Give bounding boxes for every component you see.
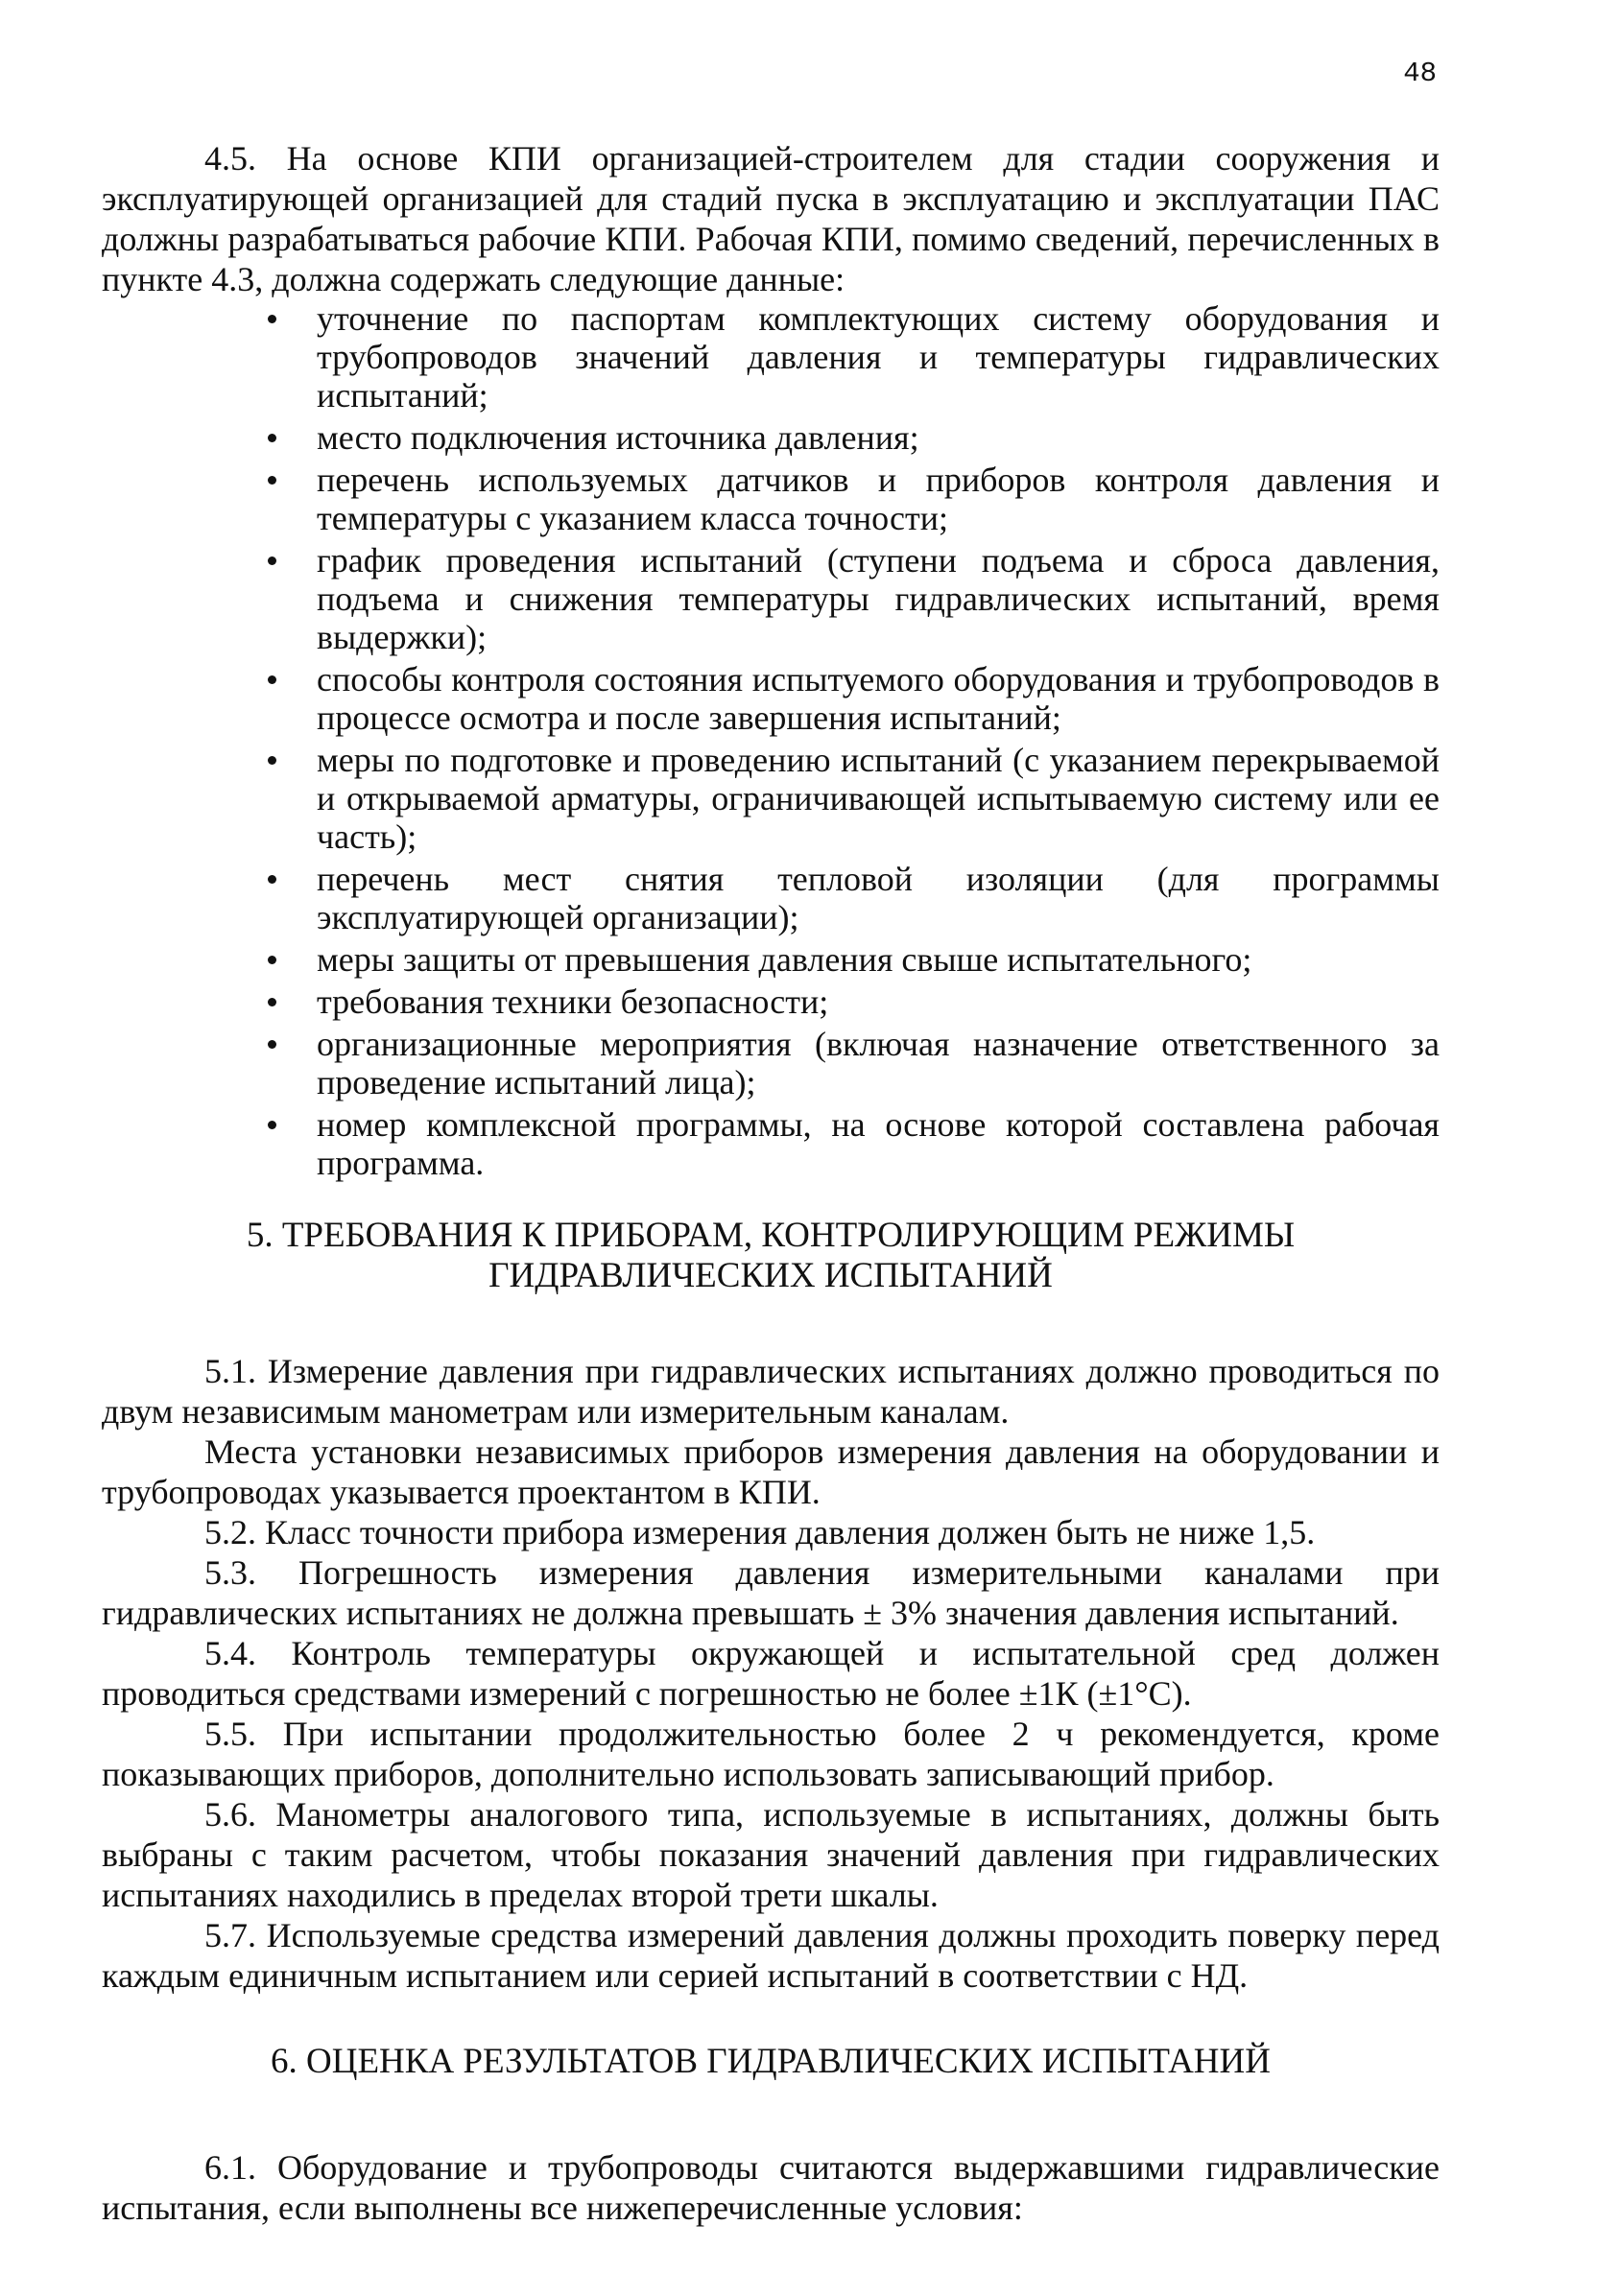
list-item-text: меры по подготовке и проведению испытаний (с указанием перекрываемой и открываемой арматуры, ограничивающей испытываемую систему или ее часть); [317, 741, 1440, 856]
bullet-icon [268, 315, 276, 323]
bullet-icon [268, 1121, 276, 1129]
bullet-icon [268, 756, 276, 765]
paragraph-5-7: 5.7. Используемые средства измерений давления должны проходить поверку перед каждым единичным испытанием или серией испытаний в соответствии с НД. [102, 1916, 1440, 1995]
list-item-text: организационные мероприятия (включая назначение ответственного за проведение испытаний лица); [317, 1025, 1440, 1101]
list-item [317, 461, 1440, 537]
bullet-icon [268, 998, 276, 1006]
list-item [317, 660, 1440, 737]
bullet-icon [268, 1040, 276, 1049]
paragraph-5-3: 5.3. Погрешность измерения давления измерительными каналами при гидравлических испытаниях не должна превышать ± 3% значения давления испытаний. [102, 1553, 1440, 1632]
bullet-icon [268, 956, 276, 964]
paragraph-5-5: 5.5. При испытании продолжительностью более 2 ч рекомендуется, кроме показывающих приборов, дополнительно использовать записывающий прибор. [102, 1715, 1440, 1793]
list-item [317, 940, 1440, 979]
requirements-list [102, 299, 1440, 1182]
list-item-text: место подключения источника давления; [317, 418, 919, 457]
list-item-text: уточнение по паспортам комплектующих систему оборудования и трубопроводов значений давления и температуры гидравлических испытаний; [317, 299, 1440, 414]
paragraph-5-1: 5.1. Измерение давления при гидравлических испытаниях должно проводиться по двум независимым манометрам или измерительным каналам. [102, 1352, 1440, 1431]
spacer [102, 2082, 1440, 2147]
list-item-text: способы контроля состояния испытуемого оборудования и трубопроводов в процессе осмотра и после завершения испытаний; [317, 660, 1440, 737]
bullet-icon [268, 434, 276, 442]
paragraph-4-5: 4.5. На основе КПИ организацией-строителем для стадии сооружения и эксплуатирующей организацией для стадий пуска в эксплуатацию и эксплуатации ПАС должны разрабатываться рабочие КПИ. Рабочая КПИ, помимо сведений, перечисленных в пункте 4.3, должна содержать следующие данные: [102, 139, 1440, 298]
bullet-icon [268, 875, 276, 884]
list-item [317, 1105, 1440, 1182]
list-item-text: перечень мест снятия тепловой изоляции (для программы эксплуатирующей организации); [317, 860, 1440, 936]
spacer [102, 1296, 1440, 1351]
list-item-text: меры защиты от превышения давления свыше испытательного; [317, 940, 1252, 979]
list-item [317, 299, 1440, 414]
page-content [102, 138, 1440, 2228]
section-5-heading-line2: ГИДРАВЛИЧЕСКИХ ИСПЫТАНИЙ [488, 1256, 1053, 1295]
list-item [317, 741, 1440, 856]
bullet-icon [268, 675, 276, 684]
list-item-text: график проведения испытаний (ступени подъема и сброса давления, подъема и снижения температуры гидравлических испытаний, время выдержки); [317, 541, 1440, 656]
list-item [317, 541, 1440, 656]
list-item [317, 982, 1440, 1021]
section-6-heading: 6. ОЦЕНКА РЕЗУЛЬТАТОВ ГИДРАВЛИЧЕСКИХ ИСПЫТАНИЙ [271, 2042, 1271, 2081]
list-item-text: требования техники безопасности; [317, 982, 829, 1021]
paragraph-5-4: 5.4. Контроль температуры окружающей и испытательной сред должен проводиться средствами измерений с погрешностью не более ±1К (±1°С). [102, 1634, 1440, 1713]
paragraph-5-6: 5.6. Манометры аналогового типа, используемые в испытаниях, должны быть выбраны с таким расчетом, чтобы показания значений давления при гидравлических испытаниях находились в пределах второй трети шкалы. [102, 1795, 1440, 1914]
section-5-heading [102, 1216, 1440, 1296]
list-item-text: номер комплексной программы, на основе которой составлена рабочая программа. [317, 1105, 1440, 1182]
list-item [317, 860, 1440, 936]
bullet-icon [268, 476, 276, 485]
bullet-icon [268, 556, 276, 565]
paragraph-5-1-continued: Места установки независимых приборов измерения давления на оборудовании и трубопроводах указывается проектантом в КПИ. [102, 1432, 1440, 1511]
list-item-text: перечень используемых датчиков и приборов контроля давления и температуры с указанием класса точности; [317, 461, 1440, 537]
paragraph-5-2: 5.2. Класс точности прибора измерения давления должен быть не ниже 1,5. [204, 1513, 1316, 1551]
page-number: 48 [1403, 58, 1437, 89]
paragraph-6-1: 6.1. Оборудование и трубопроводы считаются выдержавшими гидравлические испытания, если выполнены все нижеперечисленные условия: [102, 2148, 1440, 2227]
list-item [317, 418, 1440, 457]
section-5-heading-line1: 5. ТРЕБОВАНИЯ К ПРИБОРАМ, КОНТРОЛИРУЮЩИМ РЕЖИМЫ [246, 1216, 1296, 1255]
list-item [317, 1025, 1440, 1101]
